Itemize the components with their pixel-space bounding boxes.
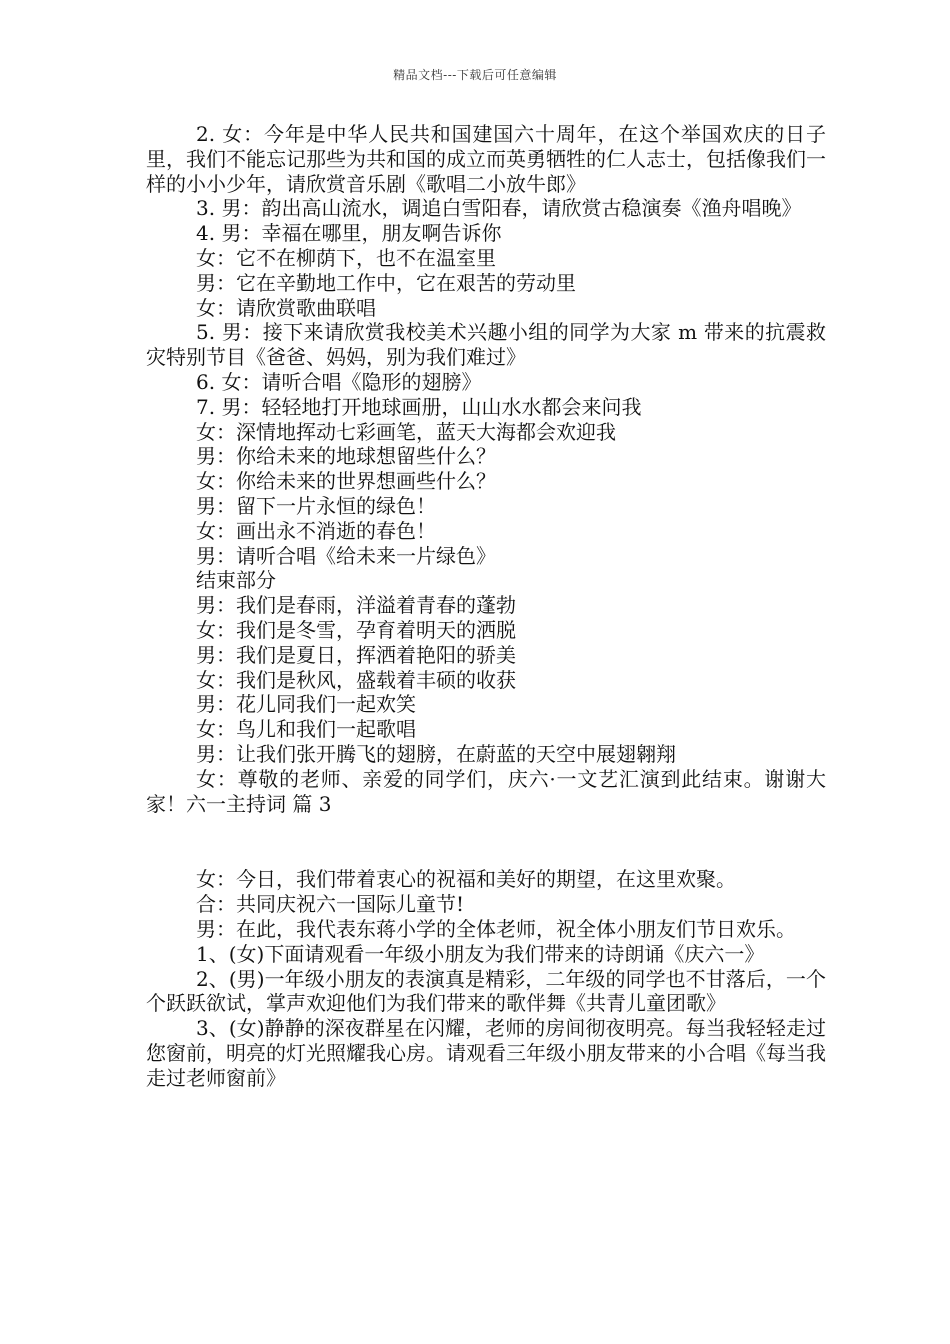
paragraph: 女：深情地挥动七彩画笔，蓝天大海都会欢迎我 bbox=[196, 419, 616, 444]
paragraph: 1、(女)下面请观看一年级小朋友为我们带来的诗朗诵《庆六一》 bbox=[196, 941, 765, 966]
paragraph: 女：画出永不消逝的春色！ bbox=[196, 518, 436, 543]
paragraph: 男：请听合唱《给未来一片绿色》 bbox=[196, 543, 496, 568]
section-heading: 结束部分 bbox=[196, 568, 276, 593]
paragraph: 女：请欣赏歌曲联唱 bbox=[196, 295, 376, 320]
paragraph: 合：共同庆祝六一国际儿童节! bbox=[196, 892, 465, 917]
paragraph: 2. 女：今年是中华人民共和国建国六十周年，在这个举国欢庆的日子里，我们不能忘记那些为共和国的成立而英勇牺牲的仁人志士，包括像我们一样的小小少年，请欣赏音乐剧《歌唱二小放牛郎》 bbox=[146, 122, 826, 196]
paragraph: 女：我们是冬雪，孕育着明天的洒脱 bbox=[196, 617, 516, 642]
paragraph: 男：在此，我代表东蒋小学的全体老师，祝全体小朋友们节日欢乐。 bbox=[196, 916, 796, 941]
paragraph: 3、(女)静静的深夜群星在闪耀，老师的房间彻夜明亮。每当我轻轻走过您窗前，明亮的灯光照耀我心房。请观看三年级小朋友带来的小合唱《每当我走过老师窗前》 bbox=[146, 1016, 826, 1090]
paragraph: 7. 男：轻轻地打开地球画册，山山水水都会来问我 bbox=[196, 394, 642, 419]
page-header: 精品文档---下载后可任意编辑 bbox=[393, 68, 557, 82]
paragraph: 男：花儿同我们一起欢笑 bbox=[196, 692, 416, 717]
document-body bbox=[146, 122, 826, 1090]
paragraph: 男：留下一片永恒的绿色！ bbox=[196, 493, 436, 518]
paragraph: 男：让我们张开腾飞的翅膀，在蔚蓝的天空中展翅翱翔 bbox=[196, 741, 676, 766]
paragraph: 女：鸟儿和我们一起歌唱 bbox=[196, 717, 416, 742]
paragraph: 6. 女：请听合唱《隐形的翅膀》 bbox=[196, 369, 482, 394]
paragraph: 男：它在辛勤地工作中，它在艰苦的劳动里 bbox=[196, 270, 576, 295]
paragraph: 男：我们是夏日，挥洒着艳阳的骄美 bbox=[196, 642, 516, 667]
paragraph: 男：我们是春雨，洋溢着青春的蓬勃 bbox=[196, 593, 516, 618]
paragraph: 女：它不在柳荫下，也不在温室里 bbox=[196, 245, 496, 270]
paragraph: 女：我们是秋风，盛载着丰硕的收获 bbox=[196, 667, 516, 692]
paragraph: 3. 男：韵出高山流水，调追白雪阳春，请欣赏古稳演奏《渔舟唱晚》 bbox=[196, 196, 802, 221]
paragraph: 5. 男：接下来请欣赏我校美术兴趣小组的同学为大家 m 带来的抗震救灾特别节目《爸爸、妈妈，别为我们难过》 bbox=[146, 320, 826, 370]
paragraph: 4. 男：幸福在哪里，朋友啊告诉你 bbox=[196, 221, 502, 246]
paragraph: 女：你给未来的世界想画些什么？ bbox=[196, 469, 496, 494]
paragraph: 女：今日，我们带着衷心的祝福和美好的期望，在这里欢聚。 bbox=[196, 867, 736, 892]
paragraph: 男：你给未来的地球想留些什么？ bbox=[196, 444, 496, 469]
section-gap bbox=[146, 816, 826, 867]
paragraph: 女：尊敬的老师、亲爱的同学们，庆六·一文艺汇演到此结束。谢谢大家！六一主持词 篇 3 bbox=[146, 766, 826, 816]
paragraph: 2、(男)一年级小朋友的表演真是精彩，二年级的同学也不甘落后，一个个跃跃欲试，掌声欢迎他们为我们带来的歌伴舞《共青儿童团歌》 bbox=[146, 966, 826, 1016]
